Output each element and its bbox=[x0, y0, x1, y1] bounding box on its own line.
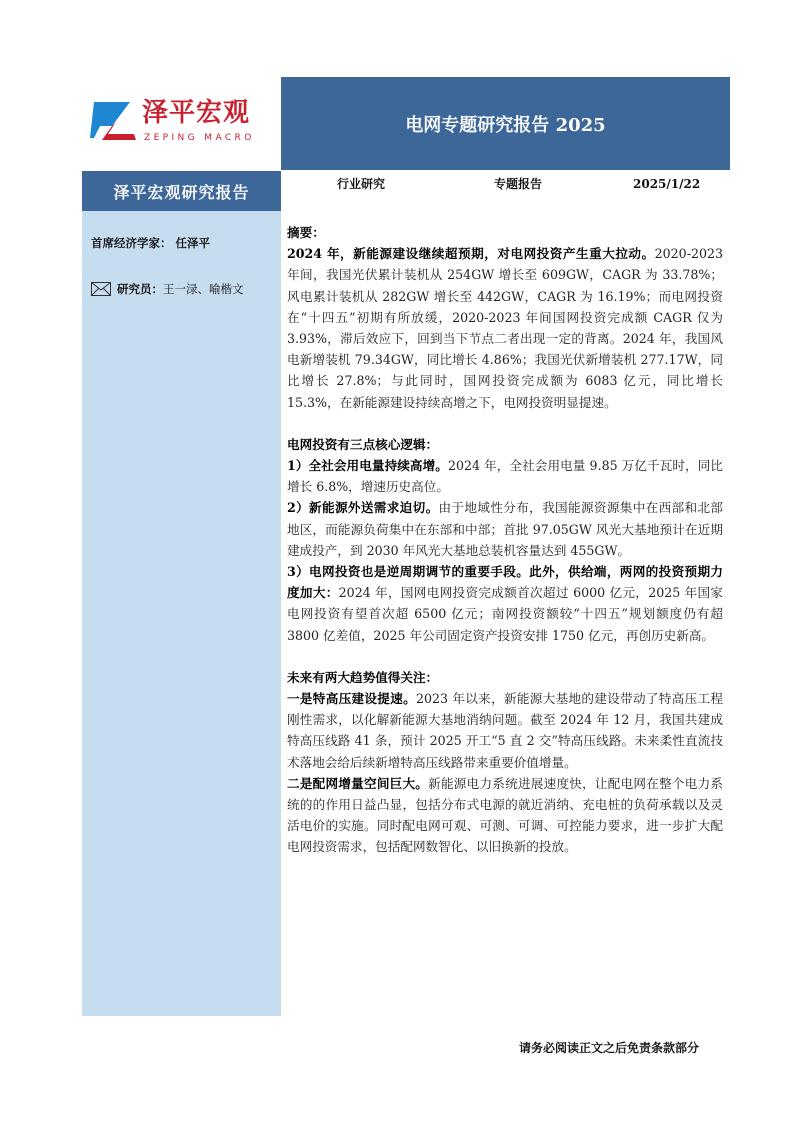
envelope-icon bbox=[91, 282, 111, 296]
researchers bbox=[91, 281, 244, 297]
chief-economist bbox=[91, 235, 210, 251]
researcher-label: 研究员： bbox=[117, 282, 163, 296]
logic-heading: 电网投资有三点核心逻辑： bbox=[287, 436, 439, 452]
summary-paragraph: 2024 年，新能源建设继续超预期，对电网投资产生重大拉动。2020-2023 年间，我国光伏累计装机从 254GW 增长至 609GW，CAGR 为 33.78%；风电累计装机从 282GW 增长至 442GW，CAGR 为 16.19%；而电网投资在“十四五”初期有所放缓，2020-2023 年间国网投资完成额 CAGR 仅为 3.93%，滞后效应下，回到当下节点二者出现一定的背离。2024 年，我国风电新增装机 79.34GW，同比增长 4.86%；我国光伏新增装机 277.17W，同比增长 27.8%；与此同时，国网投资完成额为 6083 亿元，同比增长 15.3%，在新能源建设持续高增之下，电网投资明显提速。 bbox=[287, 246, 723, 410]
logo-text-en: ZEPING MACRO bbox=[144, 133, 255, 143]
disclaimer-note: 请务必阅读正文之后免责条款部分 bbox=[519, 1041, 700, 1055]
summary-heading: 摘要： bbox=[287, 225, 325, 240]
meta-date: 2025/1/22 bbox=[633, 177, 701, 191]
report-title: 电网专题研究报告 2025 bbox=[281, 77, 730, 170]
sidebar bbox=[82, 211, 281, 1016]
sidebar-title: 泽平宏观研究报告 bbox=[82, 171, 281, 211]
trend-heading: 未来有两大趋势值得关注： bbox=[287, 669, 439, 685]
logo-text-cn: 泽平宏观 bbox=[142, 98, 251, 128]
meta-type: 专题报告 bbox=[494, 177, 543, 191]
trend-point-2: 二是配网增量空间巨大。新能源电力系统进展速度快，让配电网在整个电力系统的的作用日益凸显，包括分布式电源的就近消纳、充电桩的负荷承载以及灵活电价的实施。同时配电网可观、可测、可调、可控能力要求，进一步扩大配电网投资需求，包括配网数智化、以旧换新的投放。 bbox=[287, 775, 724, 855]
trend-point-1: 一是特高压建设提速。2023 年以来，新能源大基地的建设带动了特高压工程刚性需求，以化解新能源大基地消纳问题。截至 2024 年 12 月，我国共建成特高压线路 41 条，预计 2025 开工“5 直 2 交”特高压线路。未来柔性直流技术落地会给后续新增特高压线路带来重要价值增量。 bbox=[287, 691, 723, 770]
zeping-logo-icon bbox=[90, 100, 136, 140]
logic-point-2: 2）新能源外送需求迫切。由于地域性分布，我国能源资源集中在西部和北部地区，而能源负荷集中在东部和中部；首批 97.05GW 风光大基地预计在近期建成投产，到 2030 年风光大基地总装机容量达到 455GW。 bbox=[287, 500, 724, 558]
report-body bbox=[287, 222, 723, 858]
meta-category: 行业研究 bbox=[337, 177, 386, 191]
chief-label: 首席经济学家： bbox=[91, 236, 172, 250]
chief-name: 任泽平 bbox=[175, 236, 211, 250]
logic-point-1: 1）全社会用电量持续高增。2024 年，全社会用电量 9.85 万亿千瓦时，同比增长 6.8%，增速历史高位。 bbox=[287, 458, 723, 495]
logic-point-3: 3）电网投资也是逆周期调节的重要手段。此外，供给端，两网的投资预期力度加大：2024 年，国网电网投资完成额首次超过 6000 亿元，2025 年国家电网投资有望首次超 6500 亿元；南网投资额较“十四五”规划额度仍有超 3800 亿差值，2025 年公司固定资产投资安排 1750 亿元，再创历史新高。 bbox=[287, 564, 724, 643]
zeping-logo bbox=[90, 98, 275, 146]
researcher-names: 王一渌、喻楷文 bbox=[163, 282, 244, 296]
